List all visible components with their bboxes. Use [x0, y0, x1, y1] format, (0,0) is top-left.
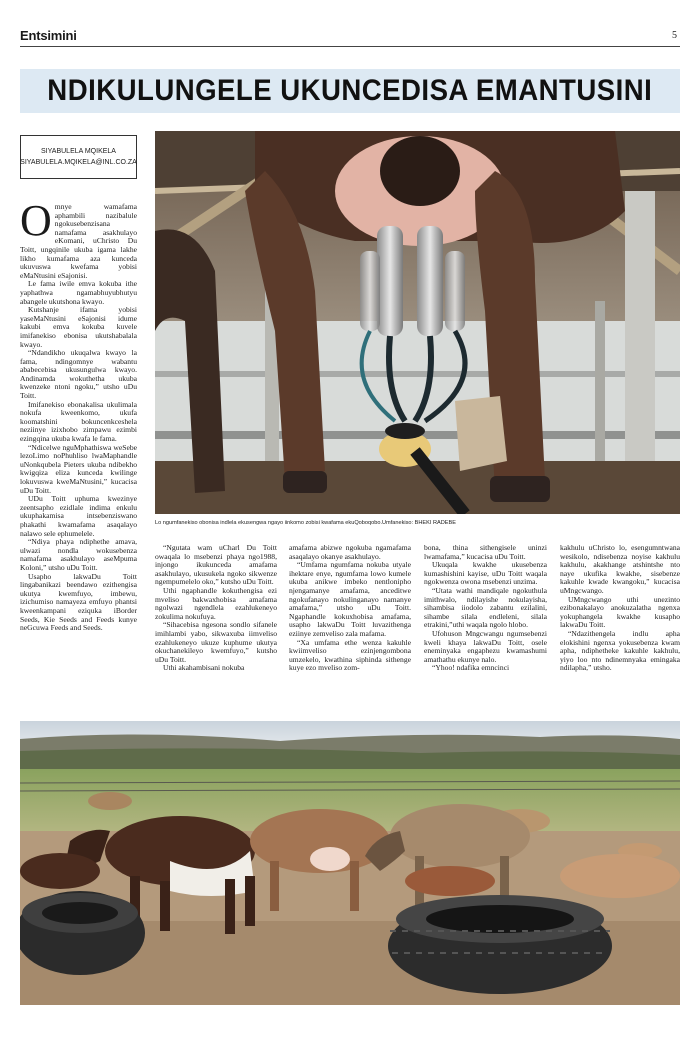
paragraph: “Yhoo! ndafika emncinci	[432, 663, 510, 673]
paragraph: Uthi akahambisani nokuba	[163, 663, 245, 673]
paragraph: Uthi ngaphandle kokuthengisa ezi mveliso bakwaxhobisa amafama ngolwazi ngendlela ezahlukeneyo zokulima nokufuya.	[155, 585, 277, 621]
headline-banner	[20, 69, 680, 113]
paragraph: “Ndazithengela indlu apha elokishini ngenxa yokusebenza kwam apha, ndiphetheke kakuhle kakhulu, yiyo loo nto ndinemnyaka emingaka ndilapha,” utsho.	[560, 628, 680, 673]
paragraph: amafama abizwe ngokuba ngamafama asaqalayo okanye asakhulayo.	[289, 543, 411, 561]
article-column-3	[289, 544, 411, 673]
paragraph: bona, thina sithengisele uninzi lwamafama,” kucacisa uDu Toitt.	[424, 543, 547, 561]
paragraph: “Ngutata wam uCharl Du Toitt owaqala lo msebenzi phaya ngo1988, injongo ikukunceda amafama asakhulayo, ukusukela ngoko sikwenze ngempumelelo oko,” kutsho uDu Toitt.	[155, 543, 277, 587]
paragraph: Kutshanje ifama yobisi yaseMaNtusini eSajonisi idume kakubi emva kokuba kuvele imifanekiso ebonisa ukutshabalala kwayo.	[20, 305, 137, 349]
article-column-2	[155, 544, 277, 673]
milking-photo	[155, 131, 680, 514]
byline-box	[20, 135, 137, 179]
paragraph: “Ndandikho ukuqalwa kwayo la fama, ndingomnye wabantu ababecebisa ukusungulwa kwayo. Andinamda wokuthetha ukuba kwenzeke ntoni ngoku,” utsho uDu Toitt.	[20, 348, 137, 401]
masthead: Entsimini	[20, 28, 77, 43]
paragraph: UMngcwango uthi unezinto ezibonakalayo anokuzalatha ngenxa yokuphangela kwakhe kusapho lakwaDu Toitt.	[560, 594, 680, 630]
byline-email[interactable]: SIYABULELA.MQIKELA@INL.CO.ZA	[20, 159, 137, 166]
headline: NDIKULUNGELE UKUNCEDISA EMANTUSINI	[47, 74, 653, 107]
header-rule	[20, 46, 680, 47]
dropcap: O	[20, 196, 52, 245]
cows-photo	[20, 721, 680, 1005]
paragraph: “Xa umfama ethe wenza kakuhle kwiimveliso ezinjengombona umzekelo, kwathina siphinda sithenge kuye ezo mveliso zom-	[289, 637, 411, 673]
article-column-4	[424, 544, 547, 673]
paragraph: “Ndicelwe nguMphathiswa weSebe lezoLimo noPhuhliso lwaMaphandle uNonkqubela Pieters ukuba ndibekho kwigqiza eliza kunceda kwilinge lokuvuswa kweMaNtusini,” kucacisa uDu Toitt.	[20, 442, 137, 495]
byline-name: SIYABULELA MQIKELA	[41, 148, 116, 155]
paragraph: “Sihacebisa ngesona sondlo sifanele imihlambi yabo, sikwaxuba iimveliso ezahlukeneyo ukuze kuphume ukutya okuchanekileyo kwemfuyo,” kutsho uDu Toitt.	[155, 620, 277, 664]
lead-paragraph: Omnye wamafama aphambili nazibalule ngokusebenzisana namafama asakhulayo eKomani, uChristo Du Toitt, ungqinile ukuba igama lakhe likho kumafama aza kunceda ukuvuswa kwefama yobisi eMaNtusini eSajonisi.	[20, 196, 137, 280]
paragraph: “Ndiya phaya ndiphethe amava, ulwazi nondla wokusebenza namafama asakhulayo aseMpuma Koloni,” utsho uDu Toitt.	[20, 537, 137, 572]
photo-caption: Lo ngumfanekiso obonisa indlela ekusengwa ngayo iinkomo zobisi kwafama ekuQoboqobo.Umfanekiso: BHEKI RADEBE	[155, 520, 456, 526]
cows-illustration	[20, 721, 680, 1005]
article-column-5	[560, 544, 680, 673]
paragraph: Usapho lakwaDu Toitt lingabanikazi beendawo ezithengisa ukutya kwemfuyo, imbewu, izichumiso namayeza emfuyo phantsi kweenkampani eziquka iBorder Seeds, Kie Seeds and Feeds kunye neGcuwa Feeds and Seeds.	[20, 571, 137, 633]
paragraph: Imifanekiso ebonakalisa ukulimala nokufa kweenkomo, ukufa koomatshini bokuncenkceshela neziinye izixhobo zimpawu ezimbi ezingqina ukuba kwafa le fama.	[20, 399, 137, 444]
paragraph: Ufohuson Mngcwangu ngumsebenzi kweli khaya lakwaDu Toitt, osele eneminyaka engaphezu kwamashumi amathathu ekunye nalo.	[424, 628, 547, 664]
milking-illustration	[155, 131, 680, 514]
paragraph: Ukuqala kwakhe ukusebenza kumashishini kayise, uDu Toitt waqala ngokwenza owona msebenzi unzima.	[424, 560, 547, 587]
paragraph: “Umfama ngumfama nokuba utyale ihektare enye, ngumfama lowo kumele ukuba anikwe imbeko nentlonipho njengamanye amafama, anceditwe ngokufanayo nokulinganayo namanye amafama,” utsho uDu Toitt. Ngaphandle kokuxhobisa amafama, usapho lakwaDu Toitt luvazithenga eziinye zemveliso zala mafama.	[289, 560, 411, 638]
paragraph: Le fama iwile emva kokuba ithe yaphathwa ngamabhuyubhutyu abangele ukutshona kwayo.	[20, 279, 137, 306]
article-column-1	[20, 196, 137, 633]
paragraph: UDu Toitt uphuma kwezinye zeentsapho ezidlale indima enkulu ukuphakamisa intsebenziswano phakathi kwamafama asaqalayo nalawo sele ephumelele.	[20, 494, 137, 538]
page-number: 5	[672, 30, 677, 41]
paragraph: kakhulu uChristo lo, esengumntwana wesikolo, ndisebenza noyise kakhulu kakhulu, akakhange atshintshe nto naye ukufika kwakhe, sisebenze kakuhle kwade kwangoku,” kucacisa uMngcwango.	[560, 543, 680, 595]
paragraph: “Utata wathi mandiqale ngokuthula imithwalo, ndilayishe nokulayisha, sihambisa iiodolo zabantu ezilalini, sihambe silala endleleni, silala etrakini,”uthi waqala ngolo hlobo.	[424, 585, 547, 630]
